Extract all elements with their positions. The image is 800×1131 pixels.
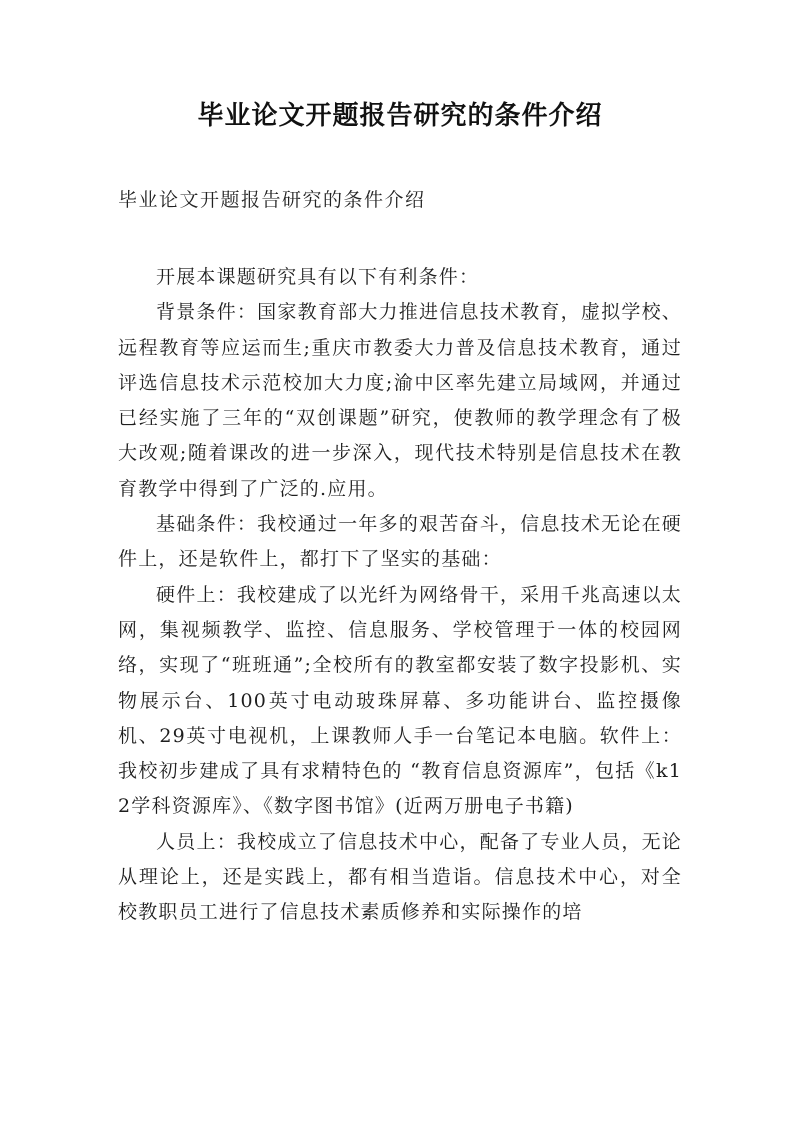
paragraph-intro: 开展本课题研究具有以下有利条件： [156,266,480,288]
paragraph-background-conditions: 背景条件：国家教育部大力推进信息技术教育，虚拟学校、远程教育等应运而生;重庆市教委大力普及信息技术教育，通过评选信息技术示范校加大力度;渝中区率先建立局域网，并通过已经实施了三年的“双创课题”研究，使教师的教学理念有了极大改观;随着课改的进一步深入，现代技术特别是信息技术在教育教学中得到了广泛的.应用。 [118,301,682,500]
paragraph-hardware-software: 硬件上：我校建成了以光纤为网络骨干，采用千兆高速以太网，集视频教学、监控、信息服务、学校管理于一体的校园网络，实现了“班班通”;全校所有的教室都安装了数字投影机、实物展示台、100英寸电动玻珠屏幕、多功能讲台、监控摄像机、29英寸电视机，上课教师人手一台笔记本电脑。软件上：我校初步建成了具有求精特色的 “教育信息资源库”，包括《k12学科资源库》、《数字图书馆》(近两万册电子书籍) [118,583,682,818]
document-title: 毕业论文开题报告研究的条件介绍 [197,101,603,131]
document-subtitle: 毕业论文开题报告研究的条件介绍 [118,189,426,211]
document-body [118,260,682,931]
paragraph-personnel: 人员上：我校成立了信息技术中心，配备了专业人员，无论从理论上，还是实践上，都有相当造诣。信息技术中心，对全校教职员工进行了信息技术素质修养和实际操作的培 [118,830,682,924]
paragraph-foundation-conditions: 基础条件：我校通过一年多的艰苦奋斗，信息技术无论在硬件上，还是软件上，都打下了坚实的基础： [118,513,682,571]
